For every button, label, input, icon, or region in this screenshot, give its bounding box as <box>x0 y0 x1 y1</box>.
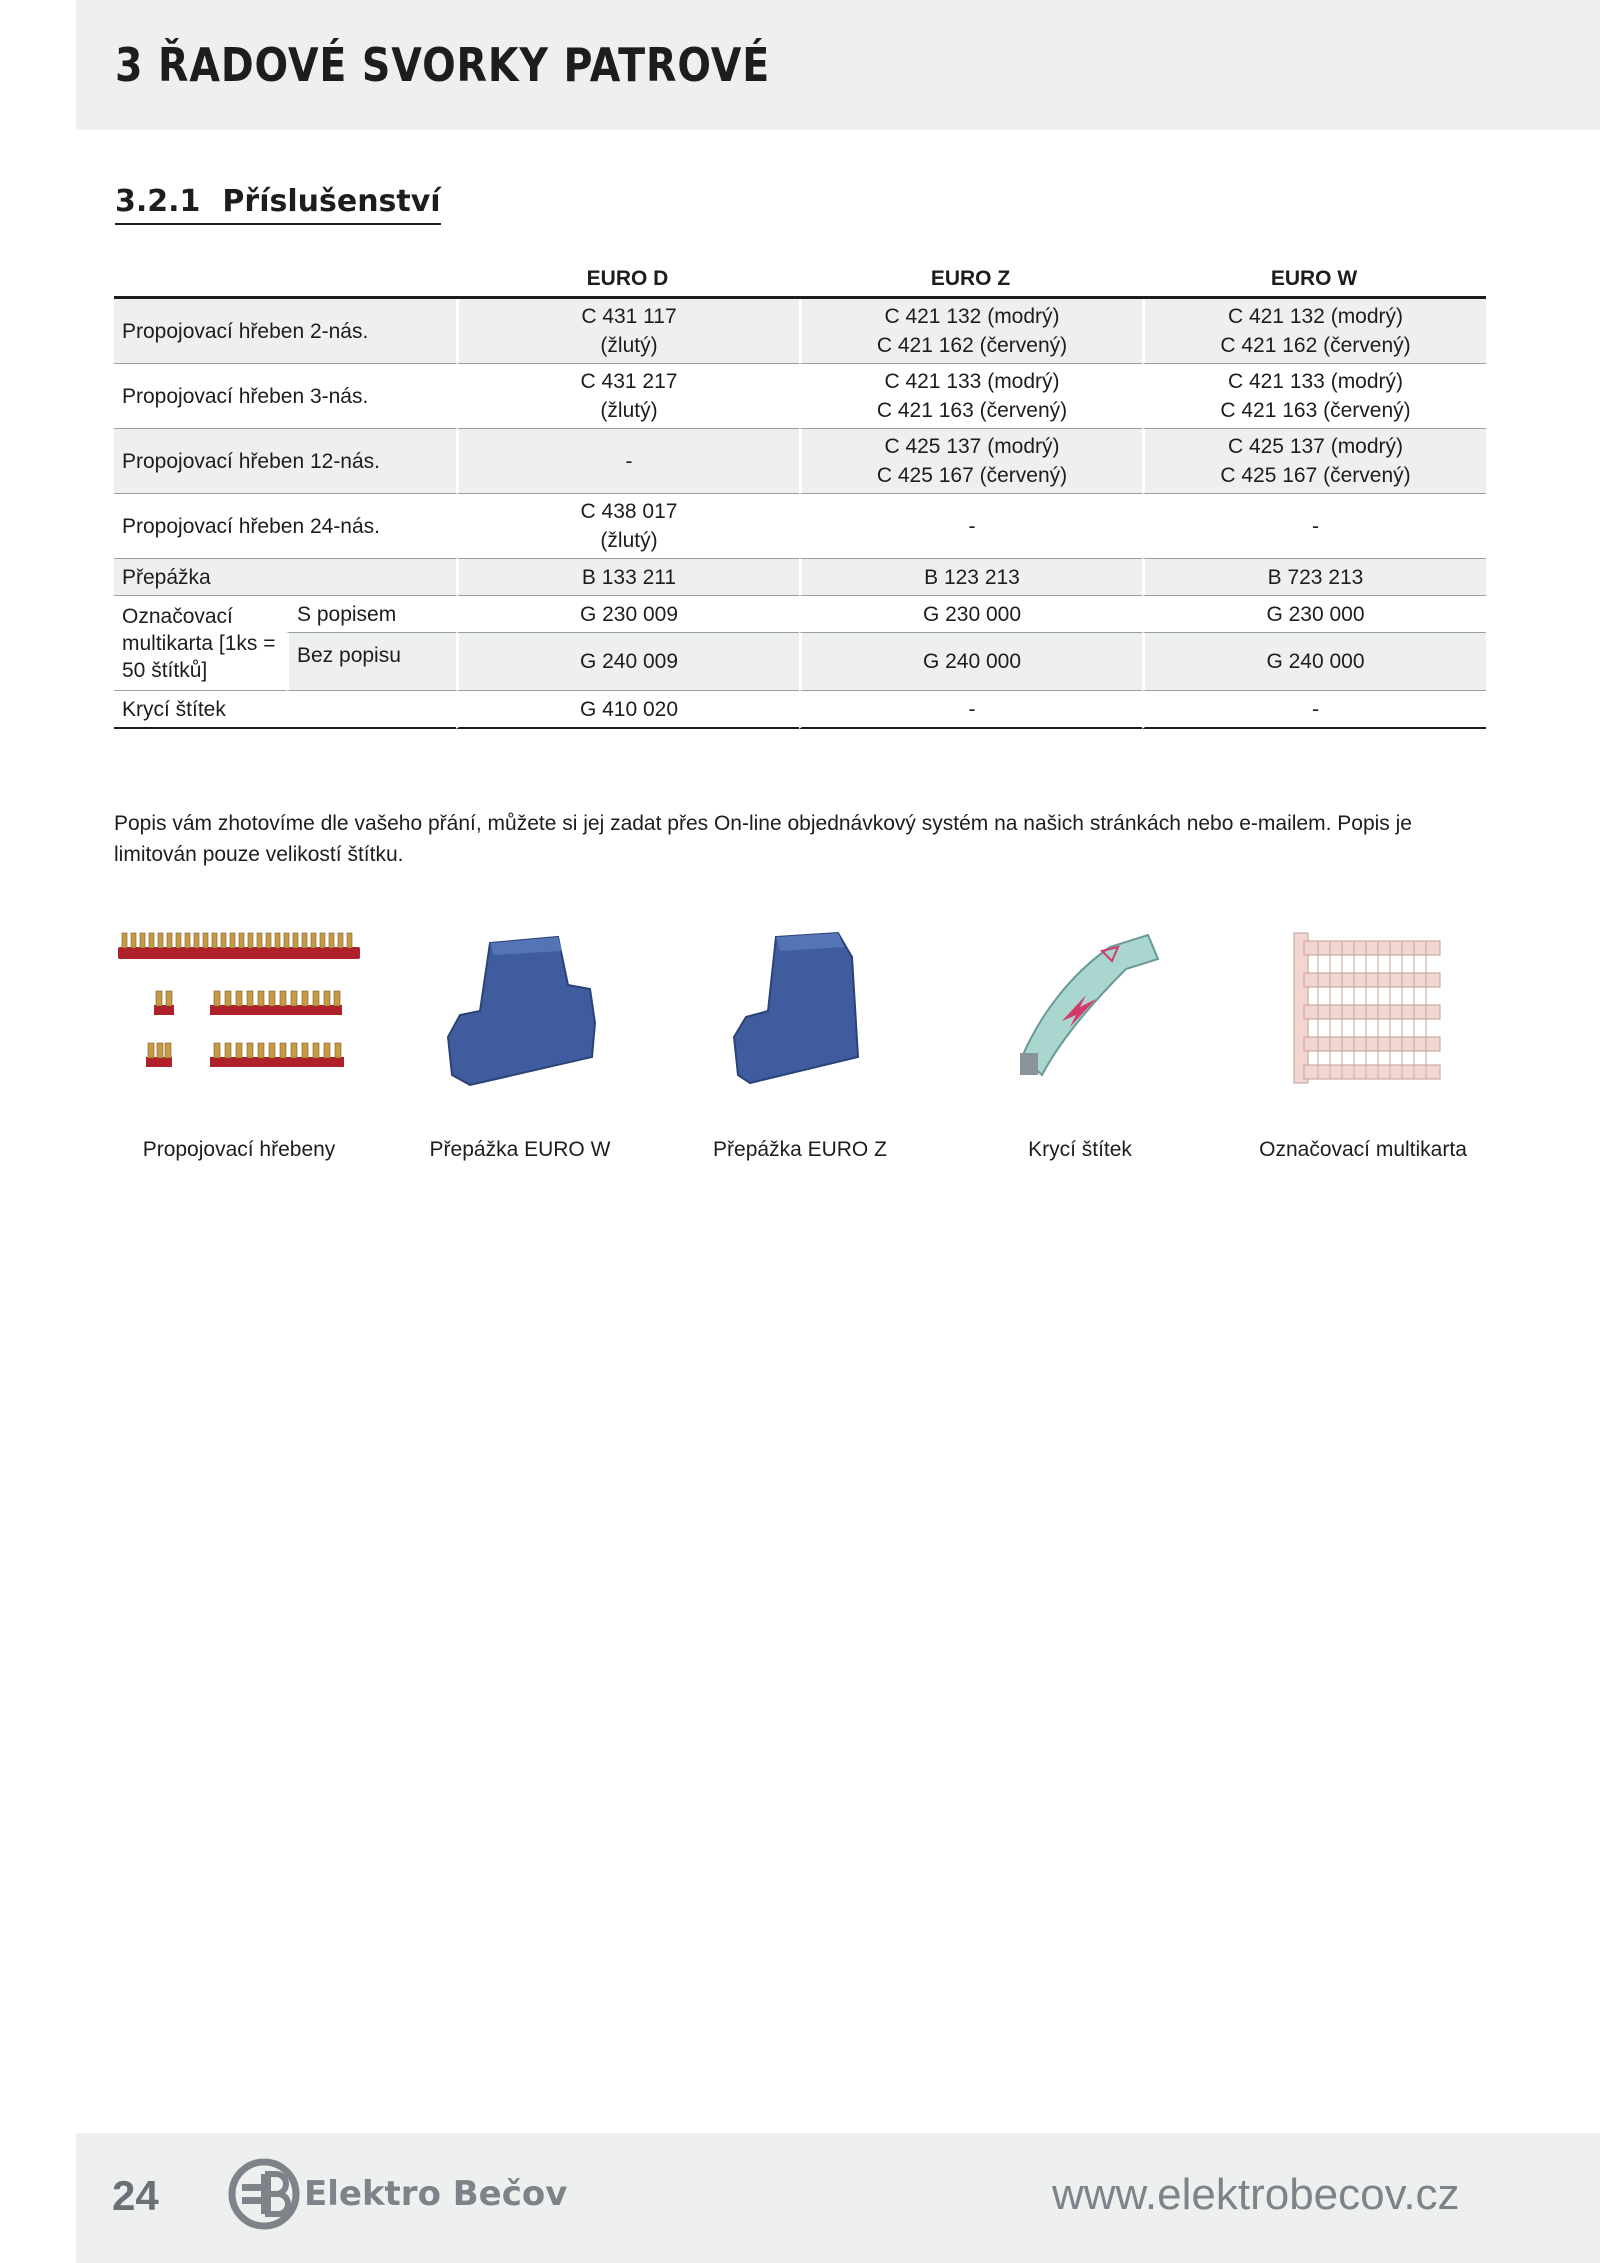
column-header-euro-z: EURO Z <box>799 262 1142 299</box>
cell-euro-z: G 230 000 <box>799 596 1142 633</box>
cell-euro-w: - <box>1142 494 1486 559</box>
product-oznacovaci-multikarta <box>1258 920 1468 1162</box>
product-caption: Přepážka EURO W <box>429 1138 611 1161</box>
cell-euro-w: C 421 132 (modrý) C 421 162 (červený) <box>1142 299 1486 364</box>
product-kryci-stitek <box>1000 920 1160 1162</box>
brand-logo-icon <box>228 2158 300 2230</box>
cell-euro-d: G 230 009 <box>456 596 799 633</box>
partition-euro-w-image <box>420 920 620 1100</box>
accessories-table <box>114 262 1486 729</box>
cell-euro-z: B 123 213 <box>799 559 1142 596</box>
comb-bridges-image <box>112 920 366 1100</box>
cell-euro-w: G 240 000 <box>1142 633 1486 691</box>
row-label: Propojovací hřeben 2-nás. <box>114 299 456 364</box>
table-row <box>114 429 1486 494</box>
website-link[interactable]: www.elektrobecov.cz <box>1052 2170 1460 2219</box>
cell-euro-d: C 431 217 (žlutý) <box>456 364 799 429</box>
table-row <box>114 559 1486 596</box>
table-row <box>114 633 1486 691</box>
section-number: 3.2.1 <box>115 184 201 219</box>
header-blank-cell <box>114 262 456 299</box>
product-prepazka-euro-w <box>420 920 620 1162</box>
product-prepazka-euro-z <box>700 920 900 1162</box>
sub-row-label: Bez popisu <box>286 633 456 691</box>
column-header-euro-w: EURO W <box>1142 262 1486 299</box>
sub-row-label: S popisem <box>286 596 456 633</box>
cell-euro-d: G 240 009 <box>456 633 799 691</box>
cell-euro-z: C 421 132 (modrý) C 421 162 (červený) <box>799 299 1142 364</box>
section-title-text: Příslušenství <box>222 184 441 219</box>
cell-euro-z: - <box>799 691 1142 729</box>
row-label: Krycí štítek <box>114 691 456 729</box>
cell-euro-w: - <box>1142 691 1486 729</box>
cell-euro-w: B 723 213 <box>1142 559 1486 596</box>
product-caption: Propojovací hřebeny <box>142 1138 336 1161</box>
row-label: Propojovací hřeben 24-nás. <box>114 494 456 559</box>
cell-euro-w: C 421 133 (modrý) C 421 163 (červený) <box>1142 364 1486 429</box>
column-header-euro-d: EURO D <box>456 262 799 299</box>
cell-euro-d: - <box>456 429 799 494</box>
product-caption: Krycí štítek <box>1028 1138 1132 1161</box>
marker-card-image <box>1258 920 1468 1100</box>
table-row <box>114 299 1486 364</box>
table-row <box>114 596 1486 633</box>
cell-euro-z: C 425 137 (modrý) C 425 167 (červený) <box>799 429 1142 494</box>
row-label-multikarta: Označovací multikarta [1ks = 50 štítků] <box>114 596 286 691</box>
cell-euro-z: C 421 133 (modrý) C 421 163 (červený) <box>799 364 1142 429</box>
cell-euro-d: C 438 017 (žlutý) <box>456 494 799 559</box>
cell-euro-d: B 133 211 <box>456 559 799 596</box>
cell-euro-w: C 425 137 (modrý) C 425 167 (červený) <box>1142 429 1486 494</box>
table-row <box>114 364 1486 429</box>
row-label: Propojovací hřeben 3-nás. <box>114 364 456 429</box>
brand-name: Elektro Bečov <box>304 2174 568 2214</box>
note-paragraph: Popis vám zhotovíme dle vašeho přání, můžete si jej zadat přes On-line objednávkový systém na našich stránkách nebo e-mailem. Popis je limitován pouze velikostí štítku. <box>114 812 1412 866</box>
table-row <box>114 691 1486 729</box>
product-caption: Označovací multikarta <box>1259 1138 1467 1161</box>
cell-euro-d: C 431 117 (žlutý) <box>456 299 799 364</box>
row-label: Propojovací hřeben 12-nás. <box>114 429 456 494</box>
brand-logo <box>228 2158 567 2230</box>
product-propojovaci-hrebeny <box>112 920 366 1162</box>
table-row <box>114 494 1486 559</box>
chapter-title: 3 ŘADOVÉ SVORKY PATROVÉ <box>115 38 771 92</box>
row-label: Přepážka <box>114 559 456 596</box>
cell-euro-z: G 240 000 <box>799 633 1142 691</box>
cell-euro-d: G 410 020 <box>456 691 799 729</box>
product-caption: Přepážka EURO Z <box>713 1138 887 1161</box>
cover-label-image <box>1000 920 1160 1100</box>
section-title <box>115 184 441 225</box>
cell-euro-w: G 230 000 <box>1142 596 1486 633</box>
cell-euro-z: - <box>799 494 1142 559</box>
table-header-row <box>114 262 1486 299</box>
partition-euro-z-image <box>700 920 900 1100</box>
page-number: 24 <box>112 2172 159 2219</box>
